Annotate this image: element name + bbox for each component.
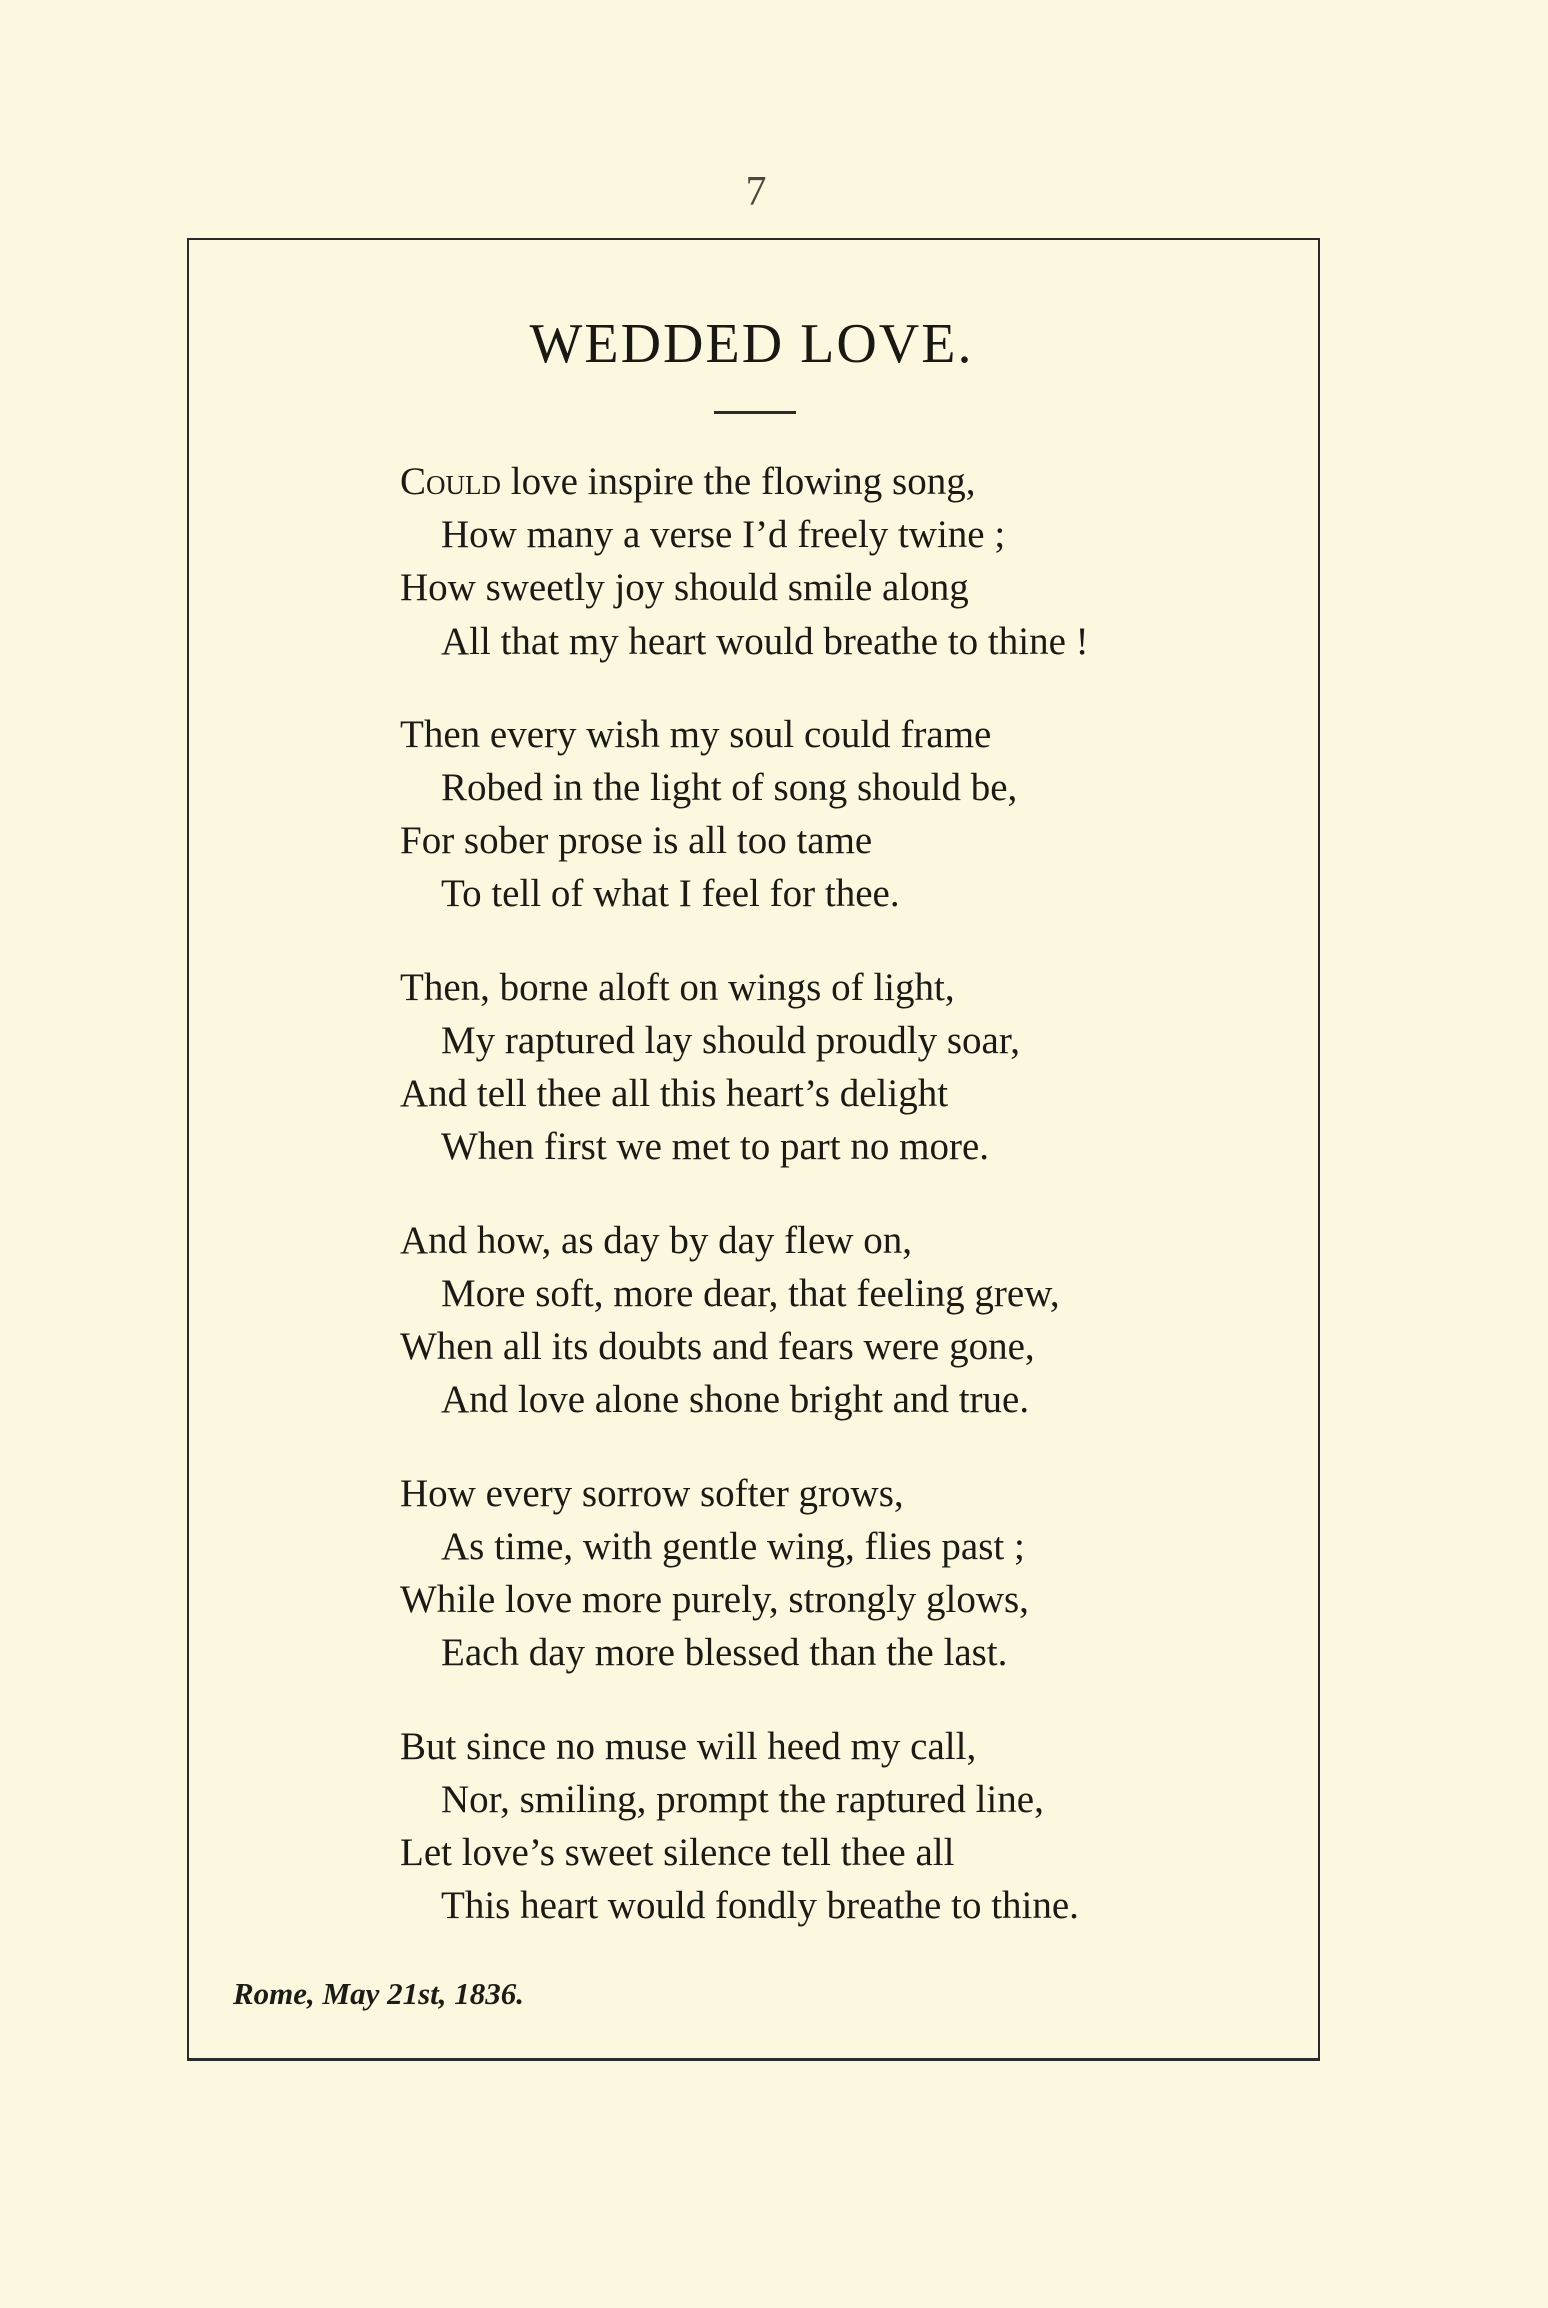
poem-line: As time, with gentle wing, flies past ; (441, 1525, 1025, 1568)
poem-line: Then every wish my soul could frame (400, 713, 992, 756)
poem-line: And love alone shone bright and true. (441, 1378, 1030, 1421)
poem-line: Robed in the light of song should be, (441, 766, 1018, 809)
poem-line: Then, borne aloft on wings of light, (400, 966, 955, 1009)
page-number: 7 (745, 169, 767, 215)
poem-line: While love more purely, strongly glows, (400, 1578, 1029, 1621)
poem-line: My raptured lay should proudly soar, (441, 1019, 1021, 1062)
poem-line: But since no muse will heed my call, (400, 1725, 977, 1768)
poem-line: When first we met to part no more. (441, 1125, 989, 1168)
poem-line: Each day more blessed than the last. (441, 1631, 1008, 1674)
poem-line: Let love’s sweet silence tell thee all (400, 1831, 955, 1874)
poem-line: How sweetly joy should smile along (400, 566, 969, 609)
title-divider (714, 411, 796, 414)
poem-line: More soft, more dear, that feeling grew, (441, 1272, 1060, 1315)
drop-word: Could (400, 460, 502, 503)
poem-line: And tell thee all this heart’s delight (400, 1072, 949, 1115)
poem-line: When all its doubts and fears were gone, (400, 1325, 1035, 1368)
poem-line: All that my heart would breathe to thine ! (441, 620, 1089, 663)
poem-line: How many a verse I’d freely twine ; (441, 513, 1006, 556)
poem-line: To tell of what I feel for thee. (441, 872, 900, 915)
poem-line: How every sorrow softer grows, (400, 1472, 904, 1515)
poem-line: Could love inspire the flowing song, (400, 460, 976, 503)
poem-line: Nor, smiling, prompt the raptured line, (441, 1778, 1044, 1821)
poem-title: WEDDED LOVE. (529, 313, 974, 375)
dateline: Rome, May 21st, 1836. (233, 1976, 525, 2011)
poem-line: And how, as day by day flew on, (400, 1219, 912, 1262)
poem-line: This heart would fondly breathe to thine. (441, 1884, 1079, 1927)
poem-line: For sober prose is all too tame (400, 819, 873, 862)
